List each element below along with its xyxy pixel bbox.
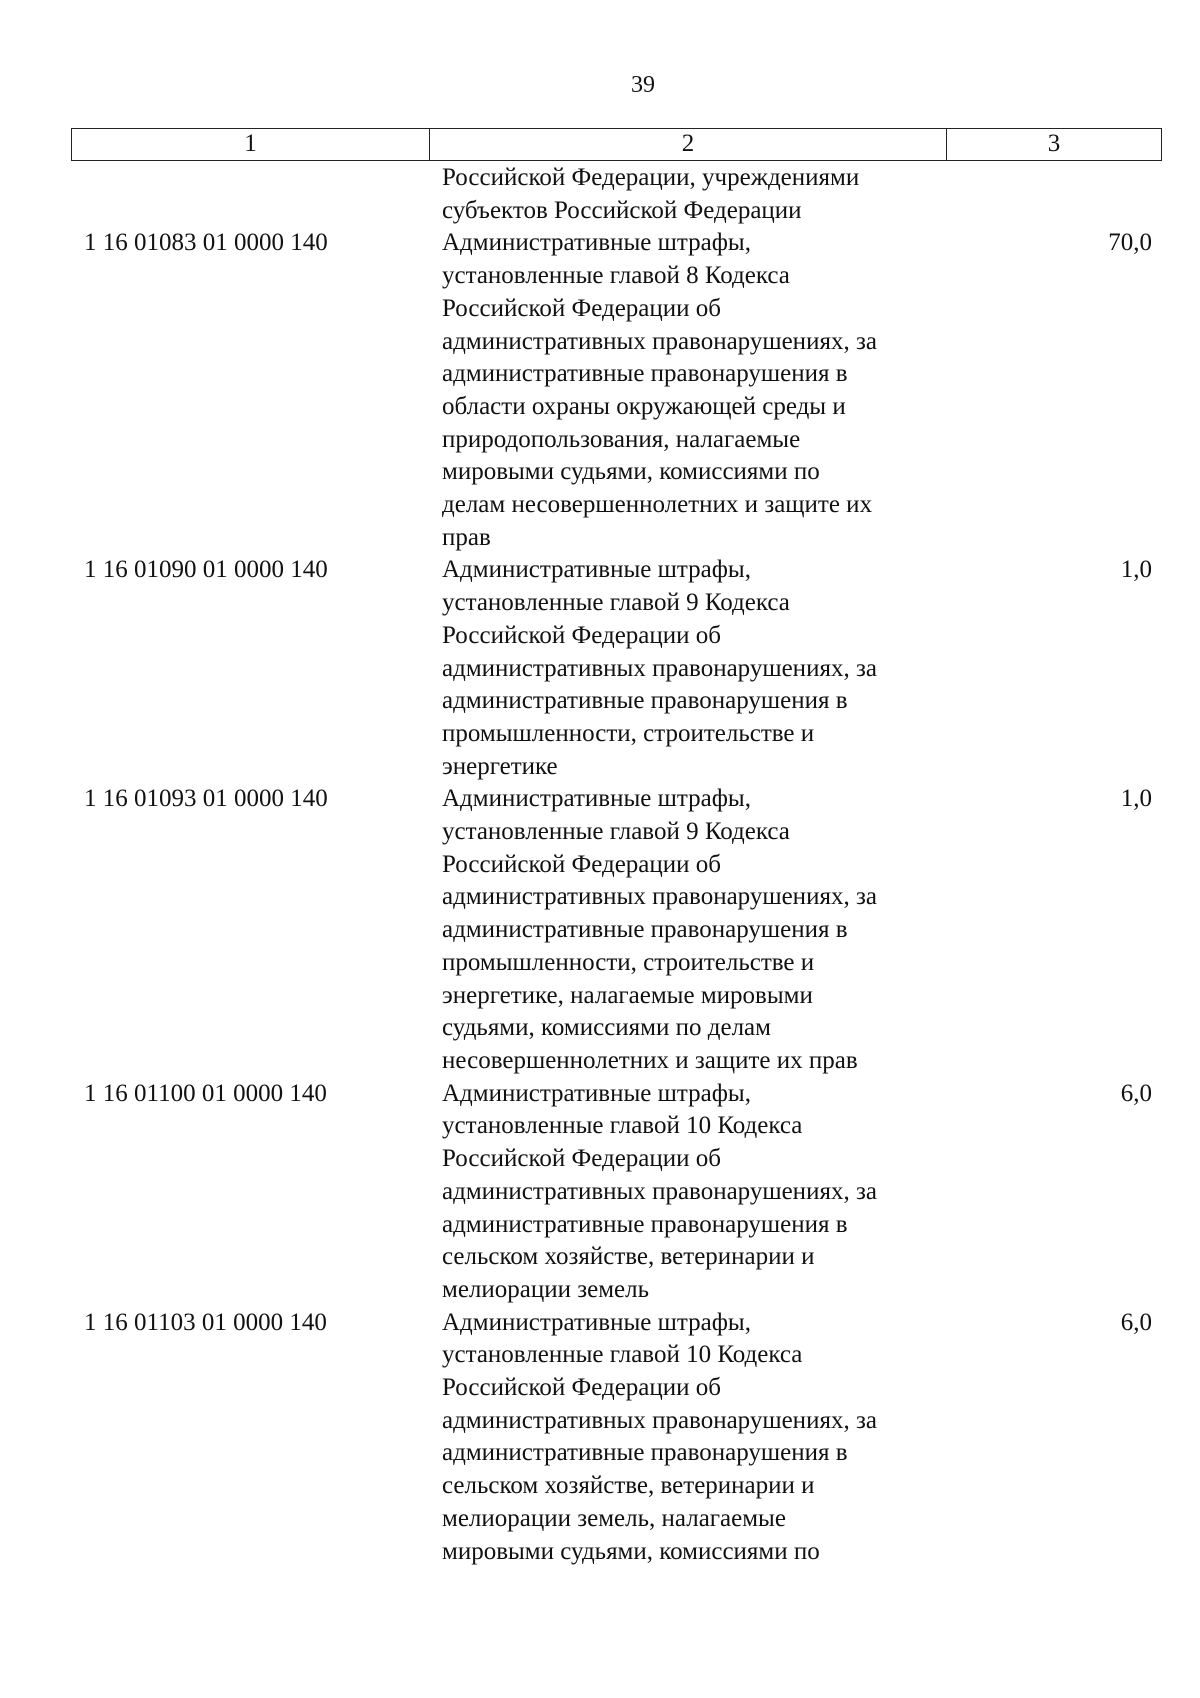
description-line: административных правонарушениях, за (442, 327, 877, 355)
description-line: административные правонарушения в (442, 360, 848, 388)
table-row (71, 783, 1162, 1077)
table-row (71, 162, 1162, 227)
description-line: установленные главой 8 Кодекса (442, 262, 790, 290)
description-line: Российской Федерации об (442, 1145, 721, 1173)
description-line: мировыми судьями, комиссиями по (442, 458, 820, 486)
table-row (71, 227, 1162, 554)
description-line: энергетике (442, 752, 558, 780)
description-line: установленные главой 10 Кодекса (442, 1112, 803, 1140)
amount-value (972, 162, 1162, 227)
description-line: судьями, комиссиями по делам (442, 1014, 771, 1042)
description-line: области охраны окружающей среды и (442, 392, 846, 420)
description-line: Административные штрафы, (442, 1079, 751, 1107)
description-line: промышленности, строительстве и (442, 948, 815, 976)
description-line: административных правонарушениях, за (442, 654, 877, 682)
description-line: мелиорации земель, налагаемые (442, 1504, 786, 1532)
budget-code: 1 16 01100 01 0000 140 (84, 1079, 327, 1107)
amount-value: 6,0 (1120, 1308, 1152, 1336)
description-line: Административные штрафы, (442, 1308, 751, 1336)
description-line: административные правонарушения в (442, 687, 848, 715)
description (442, 783, 972, 1077)
description-line: сельском хозяйстве, ветеринарии и (442, 1243, 815, 1271)
header-col-3: 3 (1047, 130, 1061, 157)
description (442, 1078, 972, 1307)
description-line: административных правонарушениях, за (442, 1177, 877, 1205)
description-line: мировыми судьями, комиссиями по (442, 1537, 820, 1565)
table-row (71, 1078, 1162, 1307)
description (442, 554, 972, 783)
description-line: Российской Федерации об (442, 850, 721, 878)
table-row (71, 1307, 1162, 1569)
table-row (71, 554, 1162, 783)
budget-code: 1 16 01090 01 0000 140 (84, 556, 328, 584)
description-line: прав (442, 523, 491, 551)
description-line: субъектов Российской Федерации (442, 196, 802, 224)
description (442, 227, 972, 554)
header-col-1: 1 (72, 129, 430, 160)
description-line: делам несовершеннолетних и защите их (442, 491, 873, 519)
amount-value: 1,0 (1120, 785, 1152, 813)
description-line: Российской Федерации об (442, 294, 721, 322)
description-line: административные правонарушения в (442, 1439, 848, 1467)
description-line: установленные главой 10 Кодекса (442, 1341, 803, 1369)
description-line: промышленности, строительстве и (442, 719, 815, 747)
budget-code: 1 16 01093 01 0000 140 (84, 785, 328, 813)
budget-code: 1 16 01083 01 0000 140 (84, 229, 328, 257)
description-line: административных правонарушениях, за (442, 1406, 877, 1434)
description-line: мелиорации земель (442, 1275, 650, 1303)
page-number: 39 (631, 72, 655, 98)
description-line: Административные штрафы, (442, 229, 751, 257)
description-line: Российской Федерации, учреждениями (442, 164, 860, 191)
description (442, 1307, 972, 1569)
description-line: Административные штрафы, (442, 556, 751, 584)
description-line: административных правонарушениях, за (442, 883, 877, 911)
description-line: сельском хозяйстве, ветеринарии и (442, 1472, 815, 1500)
description-line: Российской Федерации об (442, 1374, 721, 1402)
table-header (71, 128, 1162, 161)
description-line: природопользования, налагаемые (442, 425, 801, 453)
description-line: Российской Федерации об (442, 621, 721, 649)
description-line: Административные штрафы, (442, 785, 751, 813)
budget-code (71, 162, 442, 227)
description-line: административные правонарушения в (442, 916, 848, 944)
description-line: установленные главой 9 Кодекса (442, 589, 790, 617)
amount-value: 6,0 (1120, 1079, 1152, 1107)
table-body (71, 162, 1162, 1568)
description (442, 162, 972, 227)
description-line: установленные главой 9 Кодекса (442, 818, 790, 846)
description-line: несовершеннолетних и защите их прав (442, 1046, 858, 1074)
header-col-2: 2 (430, 129, 947, 160)
budget-code: 1 16 01103 01 0000 140 (84, 1308, 327, 1336)
description-line: энергетике, налагаемые мировыми (442, 981, 813, 1009)
amount-value: 1,0 (1120, 556, 1152, 584)
amount-value: 70,0 (1108, 229, 1152, 257)
description-line: административные правонарушения в (442, 1210, 848, 1238)
